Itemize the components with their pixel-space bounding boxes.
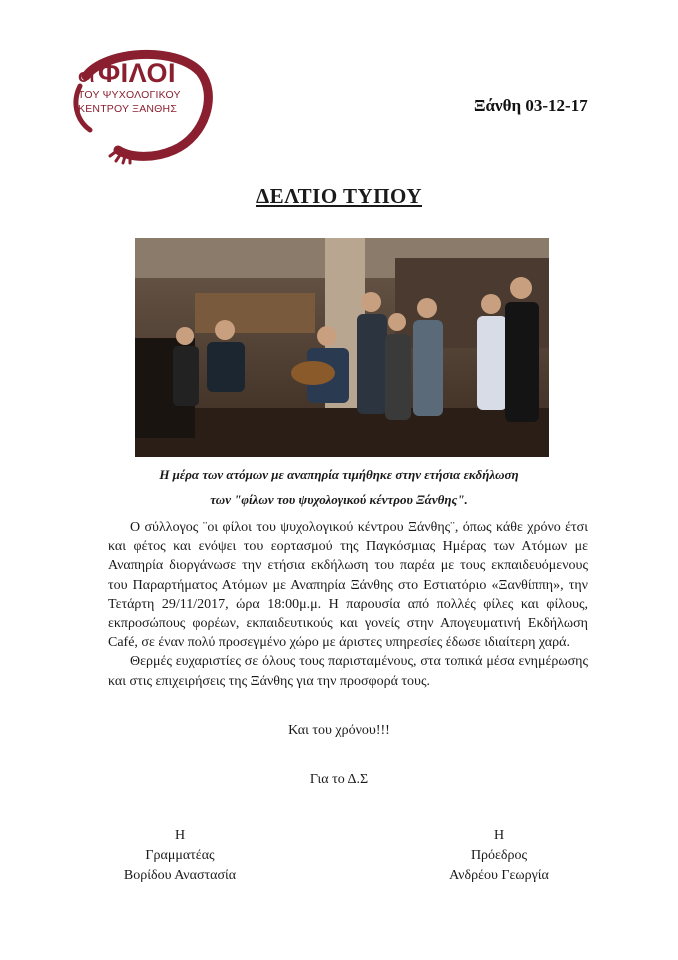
for-board-line: Για το Δ.Σ bbox=[309, 772, 369, 787]
body-paragraph-1: Ο σύλλογος ¨οι φίλοι του ψυχολογικού κέντρου Ξάνθης¨, όπως κάθε χρόνο έτσι και φέτος και ενόψει του εορτασμού της Παγκόσμιας Ημέρας των Ατόμων με Αναπηρία διοργάνωσε την ετήσια εκδήλωση του παρέα με τους εκπαιδευόμενους του Παραρτήματος Ατόμων με Αναπηρία Ξάνθης στο Εστιατόριο «Ξανθίππη», την Τετάρτη 29/11/2017, ώρα 18:00μ.μ. Η παρουσία από πολλές φίλες και φίλους, εκπροσώπους φορέων, εκπαιδευτικούς και γονείς στην Απογευματινή Εκδήλωση Café, σε έναν πολύ προσεγμένο χώρο με άριστες υπηρεσίες έδωσε ιδιαίτερη χαρά. bbox=[108, 520, 588, 651]
press-release-body bbox=[108, 518, 588, 691]
document-date: Ξάνθη 03-12-17 bbox=[474, 96, 588, 115]
signature-name: Βορίδου Αναστασία bbox=[123, 868, 237, 883]
signature-president bbox=[399, 826, 599, 886]
logo-line-3: ΚΕΝΤΡΟΥ ΞΑΝΘΗΣ bbox=[78, 102, 178, 115]
logo-title bbox=[78, 60, 208, 87]
signature-article: Η bbox=[174, 828, 186, 843]
signature-article: Η bbox=[493, 828, 505, 843]
logo-word-oi: οι bbox=[78, 66, 95, 86]
signature-name: Ανδρέου Γεωργία bbox=[449, 868, 549, 883]
closing-line: Και του χρόνου!!! bbox=[288, 723, 390, 738]
logo-word-main: ΦΙΛΟΙ bbox=[98, 58, 176, 88]
signature-role: Πρόεδρος bbox=[470, 848, 528, 863]
photo-caption bbox=[0, 462, 678, 512]
body-paragraph-2: Θερμές ευχαριστίες σε όλους τους παρισταμένους, στα τοπικά μέσα ενημέρωσης και στις επιχειρήσεις της Ξάνθης για την προσφορά τους. bbox=[108, 654, 588, 689]
event-photo bbox=[135, 238, 549, 457]
caption-line-1: Η μέρα των ατόμων με αναπηρία τιμήθηκε στην ετήσια εκδήλωση bbox=[159, 467, 519, 482]
caption-line-2: των "φίλων του ψυχολογικού κέντρου Ξάνθης". bbox=[210, 492, 468, 507]
signature-secretary bbox=[80, 826, 280, 886]
signature-role: Γραμματέας bbox=[145, 848, 215, 863]
logo-text bbox=[78, 60, 208, 114]
organization-logo bbox=[66, 46, 216, 166]
logo-line-2: ΤΟΥ ΨΥΧΟΛΟΓΙΚΟΥ bbox=[78, 89, 181, 101]
document-title: ΔΕΛΤΙΟ ΤΥΠΟΥ bbox=[255, 184, 423, 208]
